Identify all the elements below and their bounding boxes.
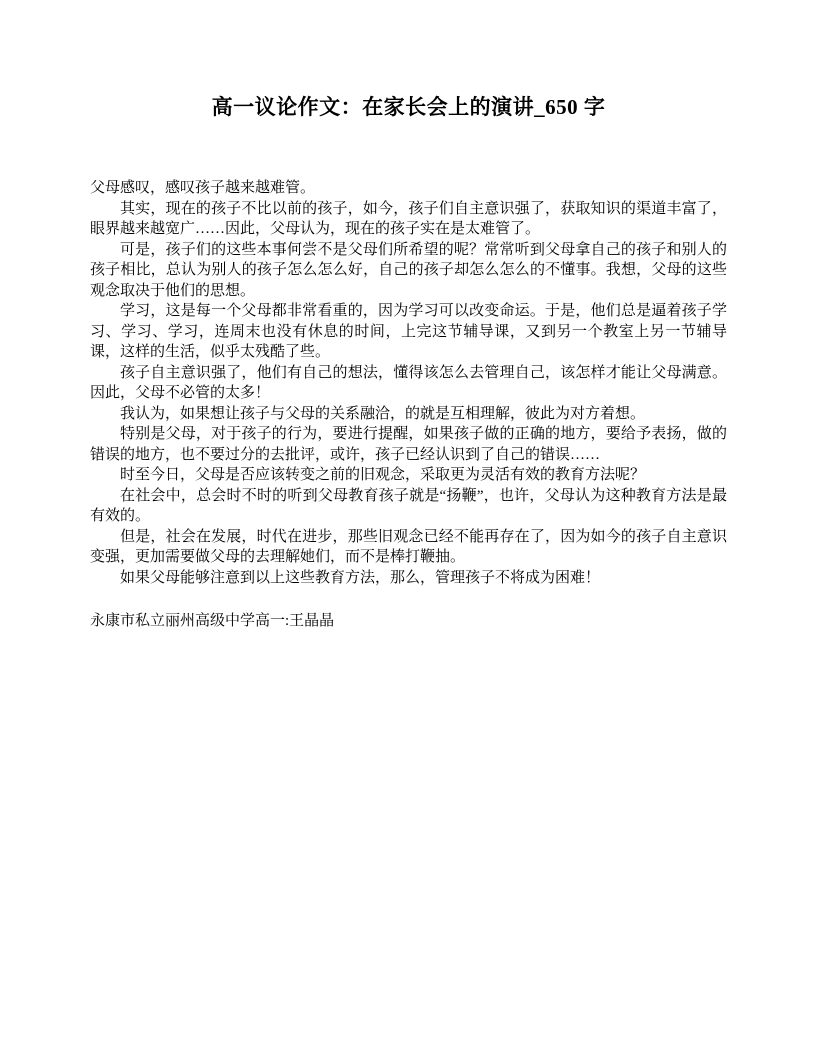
essay-paragraph: 但是，社会在发展，时代在进步，那些旧观念已经不能再存在了，因为如今的孩子自主意识变强，更加需要做父母的去理解她们，而不是棒打鞭抽。 [90, 528, 727, 565]
essay-paragraph: 如果父母能够注意到以上这些教育方法，那么，管理孩子不将成为困难！ [120, 569, 601, 586]
essay-paragraph: 在社会中，总会时不时的听到父母教育孩子就是“扬鞭”，也许，父母认为这种教育方法是最有效的。 [90, 487, 727, 524]
essay-paragraph: 父母感叹，感叹孩子越来越难管。 [90, 180, 316, 196]
essay-body [90, 178, 727, 588]
essay-paragraph: 学习，这是每一个父母都非常看重的，因为学习可以改变命运。于是，他们总是逼着孩子学习、学习、学习，连周末也没有休息的时间，上完这节辅导课，又到另一个教室上另一节辅导课，这样的生活，似乎太残酷了些。 [90, 303, 727, 360]
essay-paragraph: 其实，现在的孩子不比以前的孩子，如今，孩子们自主意识强了，获取知识的渠道丰富了，眼界越来越宽广……因此，父母认为，现在的孩子实在是太难管了。 [90, 200, 727, 237]
essay-paragraph: 特别是父母，对于孩子的行为，要进行提醒，如果孩子做的正确的地方，要给予表扬，做的错误的地方，也不要过分的去批评，或许，孩子已经认识到了自己的错误…… [90, 426, 727, 463]
essay-paragraph: 我认为，如果想让孩子与父母的关系融洽，的就是互相理解，彼此为对方着想。 [120, 405, 646, 422]
author-signature: 永康市私立丽州高级中学高一:王晶晶 [90, 613, 335, 629]
essay-paragraph: 时至今日，父母是否应该转变之前的旧观念，采取更为灵活有效的教育方法呢？ [120, 467, 646, 483]
essay-paragraph: 可是，孩子们的这些本事何尝不是父母们所希望的呢？常常听到父母拿自己的孩子和别人的孩子相比，总认为别人的孩子怎么怎么好，自己的孩子却怎么怎么的不懂事。我想，父母的这些观念取决于他们的思想。 [90, 241, 727, 299]
essay-paragraph: 孩子自主意识强了，他们有自己的想法，懂得该怎么去管理自己，该怎样才能让父母满意。因此，父母不必管的太多！ [90, 364, 727, 401]
document-title: 高一议论作文：在家长会上的演讲_650 字 [211, 95, 606, 119]
